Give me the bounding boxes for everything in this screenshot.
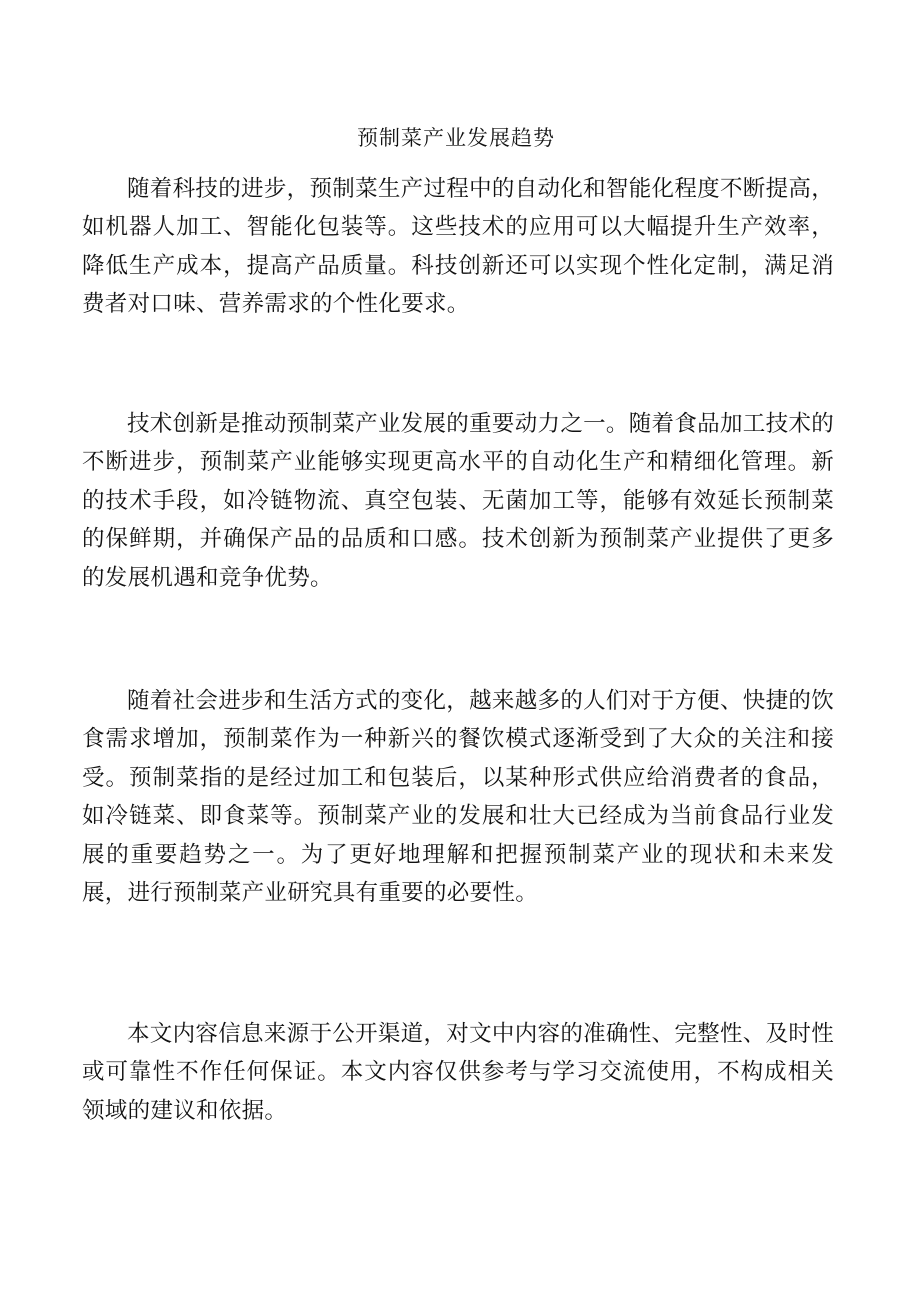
paragraph-disclaimer: 本文内容信息来源于公开渠道，对文中内容的准确性、完整性、及时性或可靠性不作任何保证。本文内容仅供参考与学习交流使用，不构成相关领域的建议和依据。 [82,1021,834,1124]
paragraph-technical-innovation: 技术创新是推动预制菜产业发展的重要动力之一。随着食品加工技术的不断进步，预制菜产业能够实现更高水平的自动化生产和精细化管理。新的技术手段，如冷链物流、真空包装、无菌加工等，能够有效延长预制菜的保鲜期，并确保产品的品质和口感。技术创新为预制菜产业提供了更多的发展机遇和竞争优势。 [82,411,834,591]
document-title: 预制菜产业发展趋势 [357,126,555,150]
paragraph-social-demand: 随着社会进步和生活方式的变化，越来越多的人们对于方便、快捷的饮食需求增加，预制菜作为一种新兴的餐饮模式逐渐受到了大众的关注和接受。预制菜指的是经过加工和包装后，以某种形式供应给消费者的食品，如冷链菜、即食菜等。预制菜产业的发展和壮大已经成为当前食品行业发展的重要趋势之一。为了更好地理解和把握预制菜产业的现状和未来发展，进行预制菜产业研究具有重要的必要性。 [82,688,834,907]
paragraph-technology-progress: 随着科技的进步，预制菜生产过程中的自动化和智能化程度不断提高，如机器人加工、智能化包装等。这些技术的应用可以大幅提升生产效率，降低生产成本，提高产品质量。科技创新还可以实现个性化定制，满足消费者对口味、营养需求的个性化要求。 [82,176,834,318]
